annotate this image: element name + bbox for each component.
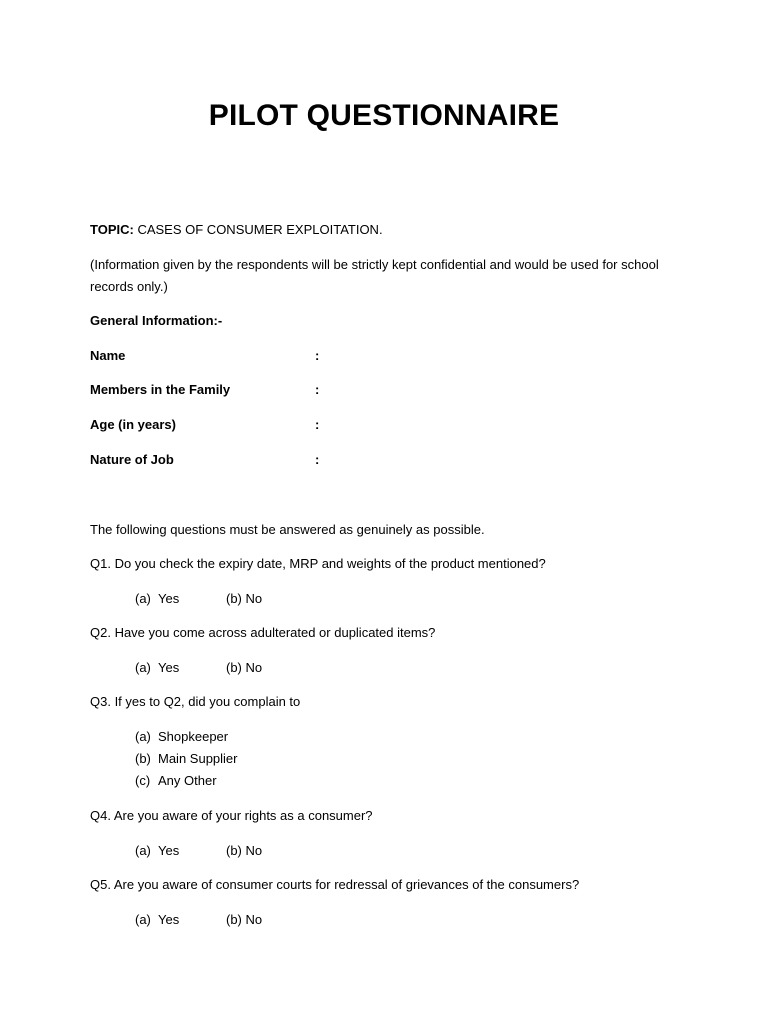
- q5-option-b-text: No: [245, 912, 263, 927]
- q2-option-b: [226, 657, 262, 679]
- question-4: Q4. Are you aware of your rights as a consumer?: [90, 808, 373, 823]
- confidentiality-note: (Information given by the respondents will be strictly kept confidential and would be used for school records only.): [90, 257, 659, 294]
- q5-option-a-letter: (a): [135, 912, 151, 927]
- topic-line: [90, 219, 383, 241]
- q4-option-a-text: Yes: [158, 843, 180, 858]
- field-age-colon: :: [315, 417, 320, 432]
- q3-option-b-text: Main Supplier: [158, 751, 238, 766]
- field-job-label: Nature of Job: [90, 452, 174, 467]
- q2-option-b-text: No: [245, 660, 263, 675]
- question-1: Q1. Do you check the expiry date, MRP and weights of the product mentioned?: [90, 556, 546, 571]
- q1-option-b: [226, 588, 262, 610]
- question-3: Q3. If yes to Q2, did you complain to: [90, 694, 301, 709]
- q2-option-b-letter: (b): [226, 660, 242, 675]
- q3-option-a-text: Shopkeeper: [158, 729, 229, 744]
- q1-option-b-letter: (b): [226, 591, 242, 606]
- question-5: Q5. Are you aware of consumer courts for redressal of grievances of the consumers?: [90, 877, 580, 892]
- q4-option-b-text: No: [245, 843, 263, 858]
- q2-option-a-letter: (a): [135, 660, 151, 675]
- q3-option-a-letter: (a): [135, 729, 151, 744]
- field-age-label: Age (in years): [90, 417, 176, 432]
- topic-value: CASES OF CONSUMER EXPLOITATION.: [137, 222, 383, 237]
- question-2: Q2. Have you come across adulterated or duplicated items?: [90, 625, 436, 640]
- general-info-heading: General Information:-: [90, 313, 223, 328]
- q2-option-a-text: Yes: [158, 660, 180, 675]
- q1-option-b-text: No: [245, 591, 263, 606]
- q4-option-b-letter: (b): [226, 843, 242, 858]
- q5-option-b: [226, 909, 262, 931]
- instructions-text: The following questions must be answered as genuinely as possible.: [90, 522, 485, 537]
- q1-option-a-text: Yes: [158, 591, 180, 606]
- q3-option-c-letter: (c): [135, 773, 151, 788]
- q4-option-a-letter: (a): [135, 843, 151, 858]
- field-name-colon: :: [315, 348, 320, 363]
- topic-label: TOPIC:: [90, 222, 134, 237]
- field-family-colon: :: [315, 382, 320, 397]
- document-title: PILOT QUESTIONNAIRE: [208, 99, 560, 132]
- q5-option-a-text: Yes: [158, 912, 180, 927]
- q3-option-b-letter: (b): [135, 751, 151, 766]
- q3-option-c-text: Any Other: [158, 773, 217, 788]
- field-name-label: Name: [90, 348, 126, 363]
- field-family-label: Members in the Family: [90, 382, 231, 397]
- q1-option-a-letter: (a): [135, 591, 151, 606]
- q5-option-b-letter: (b): [226, 912, 242, 927]
- q4-option-b: [226, 840, 262, 862]
- field-job-colon: :: [315, 452, 320, 467]
